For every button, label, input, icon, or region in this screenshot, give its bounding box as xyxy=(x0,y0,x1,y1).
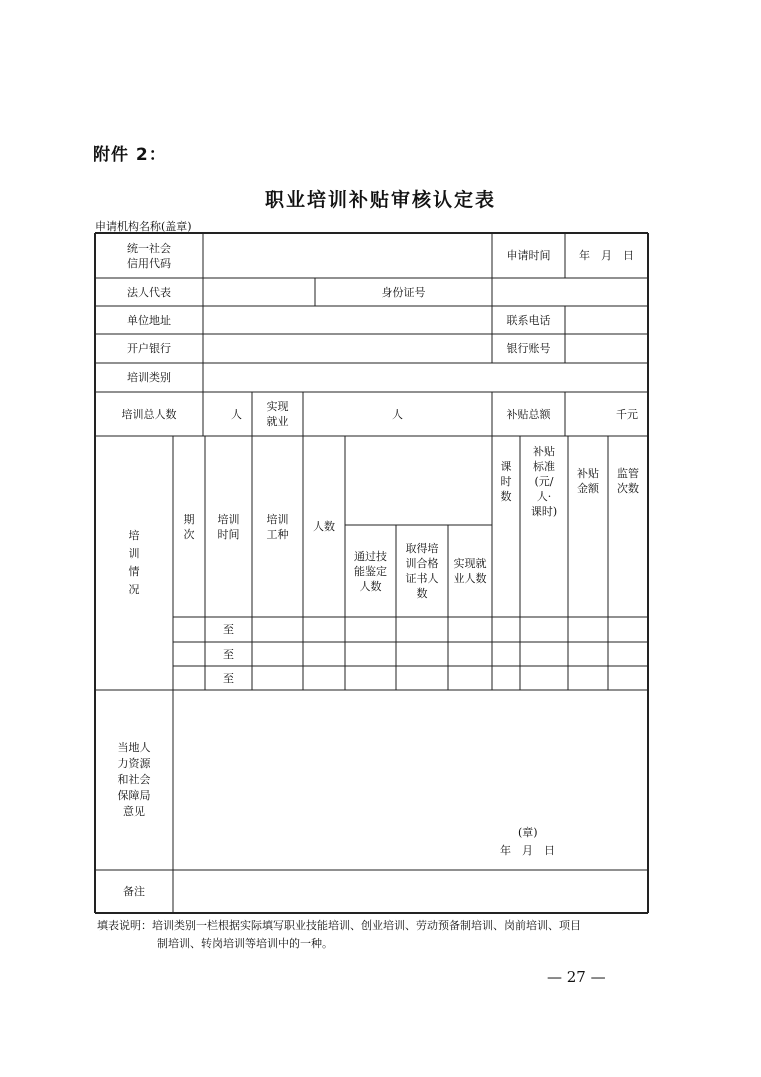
opinion-field[interactable] xyxy=(173,690,648,870)
total-trainees-field[interactable]: 人 xyxy=(231,407,242,421)
credit-code-field[interactable] xyxy=(203,233,492,278)
legal-rep-label: 法人代表 xyxy=(127,285,171,299)
legal-rep-field[interactable] xyxy=(203,278,315,306)
opinion-label: 当地人 力资源 和社会 保障局 意见 xyxy=(117,741,151,818)
phone-field[interactable] xyxy=(565,306,648,334)
total-subsidy-field[interactable]: 千元 xyxy=(616,407,638,421)
total-trainees-label: 培训总人数 xyxy=(121,407,177,421)
id-number-label: 身份证号 xyxy=(381,285,426,299)
remarks-label: 备注 xyxy=(123,885,145,898)
credit-code-label: 统一社会 信用代码 xyxy=(127,241,171,270)
employed-label: 实现 就业 xyxy=(266,400,289,428)
address-field[interactable] xyxy=(203,306,492,334)
headcount-header: 人数 xyxy=(313,520,335,533)
table-row-to: 至 xyxy=(223,623,234,636)
training-section-label: 培 训 情 况 xyxy=(128,529,140,596)
train-type-header: 培训 工种 xyxy=(266,512,289,541)
opinion-date: 年 月 日 xyxy=(500,844,555,857)
subsidy-amount-header: 补贴 金额 xyxy=(577,467,599,495)
subsidy-standard-header: 补贴 标准 (元/ 人· 课时) xyxy=(530,444,558,518)
certificate-header: 取得培 训合格 证书人 数 xyxy=(405,542,439,600)
account-label: 银行账号 xyxy=(506,342,551,355)
attachment-label: 附件 2： xyxy=(93,145,167,165)
class-hours-header: 课 时 数 xyxy=(500,459,512,503)
train-time-header: 培训 时间 xyxy=(217,512,240,541)
bank-field[interactable] xyxy=(203,334,492,363)
pass-exam-header: 通过技 能鉴定 人数 xyxy=(354,549,387,593)
supervision-header: 监管 次数 xyxy=(617,467,639,495)
employed-field[interactable]: 人 xyxy=(392,407,403,421)
category-field[interactable] xyxy=(203,363,648,392)
apply-date-field[interactable]: 年 月 日 xyxy=(579,249,634,262)
remarks-field[interactable] xyxy=(173,870,648,913)
id-number-field[interactable] xyxy=(492,278,648,306)
period-header: 期 次 xyxy=(183,512,195,541)
table-row-to: 至 xyxy=(223,671,234,685)
employment-count-header: 实现就 业人数 xyxy=(453,557,487,585)
seal-label: (章) xyxy=(518,826,538,839)
address-label: 单位地址 xyxy=(127,313,171,327)
applicant-label: 申请机构名称(盖章) xyxy=(95,220,192,233)
total-subsidy-label: 补贴总额 xyxy=(506,407,551,421)
apply-time-label: 申请时间 xyxy=(506,249,551,262)
bank-label: 开户银行 xyxy=(127,342,171,355)
fill-note-line-1: 填表说明：培训类别一栏根据实际填写职业技能培训、创业培训、劳动预备制培训、岗前培训、项目 xyxy=(97,919,581,932)
table-row-to: 至 xyxy=(223,647,234,661)
account-field[interactable] xyxy=(565,334,648,363)
page-number: — 27 — xyxy=(547,968,606,986)
form-title: 职业培训补贴审核认定表 xyxy=(264,189,496,211)
phone-label: 联系电话 xyxy=(506,313,551,327)
category-label: 培训类别 xyxy=(127,371,171,384)
fill-note-line-2: 制培训、转岗培训等培训中的一种。 xyxy=(157,937,333,950)
